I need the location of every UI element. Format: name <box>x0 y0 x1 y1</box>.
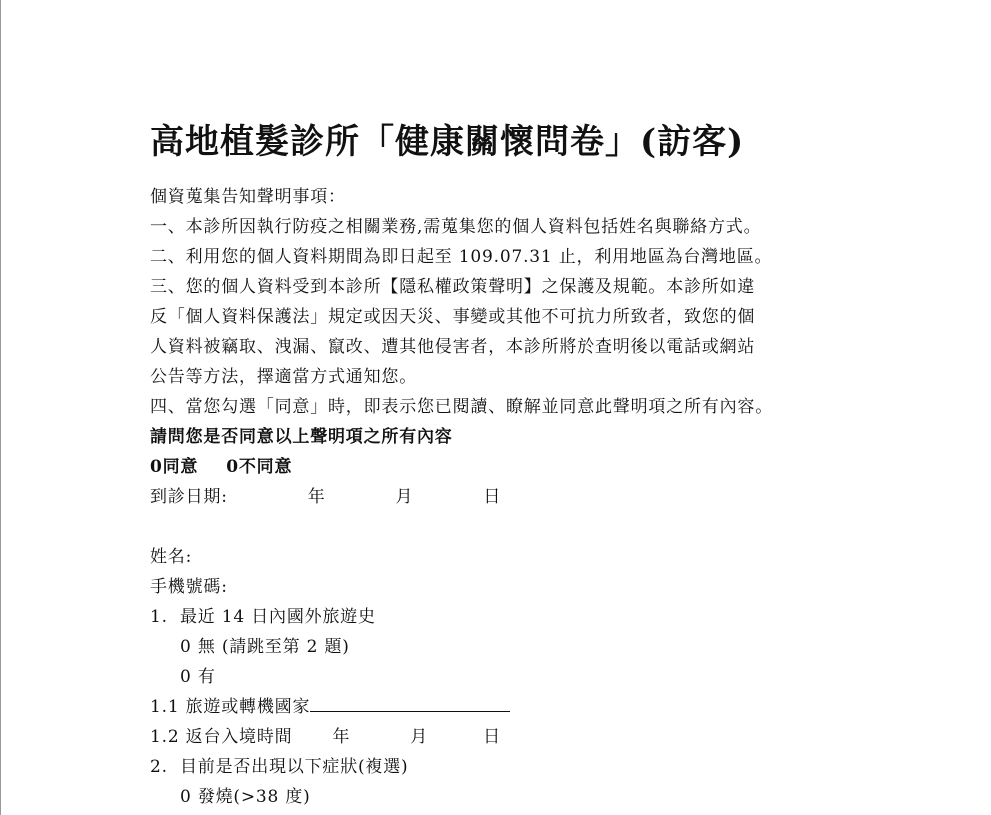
question-1-text: 最近 14 日內國外旅遊史 <box>180 607 376 627</box>
privacy-line-3: 三、您的個人資料受到本診所【隱私權政策聲明】之保護及規範。本診所如違 <box>150 277 756 297</box>
visit-day-unit: 日 <box>483 487 502 507</box>
visit-year-unit: 年 <box>307 487 326 507</box>
q1-2-label: 1.2 返台入境時間 <box>150 727 293 747</box>
q1-2-day-unit: 日 <box>483 727 501 747</box>
q1-2-row <box>150 722 850 752</box>
document-title: 高地植髮診所「健康關懷問卷」(訪客) <box>150 122 745 162</box>
spacer <box>150 512 850 542</box>
question-2 <box>150 752 850 782</box>
privacy-heading: 個資蒐集告知聲明事項： <box>150 187 346 207</box>
consent-question: 請問您是否同意以上聲明項之所有內容 <box>150 427 453 447</box>
privacy-line-7: 四、當您勾選「同意」時，即表示您已閱讀、瞭解並同意此聲明項之所有內容。 <box>150 397 773 417</box>
visit-date-label: 到診日期: <box>150 487 228 507</box>
page-left-edge <box>0 0 1 815</box>
question-2-number: 2. <box>150 757 168 777</box>
phone-field[interactable]: 手機號碼: <box>150 577 228 597</box>
q1-2-year-unit: 年 <box>332 727 351 747</box>
questionnaire-document <box>150 120 850 812</box>
q2-option-fever[interactable]: 0 發燒(>38 度) <box>180 787 311 807</box>
q1-1-country-blank[interactable] <box>310 693 510 712</box>
visit-month-unit: 月 <box>395 487 414 507</box>
privacy-line-1: 一、本診所因執行防疫之相關業務,需蒐集您的個人資料包括姓名與聯絡方式。 <box>150 217 762 237</box>
privacy-line-4: 反「個人資料保護法」規定或因天災、事變或其他不可抗力所致者，致您的個 <box>150 307 756 327</box>
q1-1-label: 1.1 旅遊或轉機國家 <box>150 697 311 717</box>
consent-disagree-option[interactable]: 0不同意 <box>226 457 293 477</box>
consent-options <box>150 452 850 482</box>
question-2-text: 目前是否出現以下症狀(複選) <box>180 757 409 777</box>
privacy-line-5: 人資料被竊取、洩漏、竄改、遭其他侵害者，本診所將於查明後以電話或網站 <box>150 337 756 357</box>
q1-1-row <box>150 692 850 722</box>
question-1 <box>150 602 850 632</box>
privacy-line-2: 二、利用您的個人資料期間為即日起至 109.07.31 止，利用地區為台灣地區。 <box>150 247 773 267</box>
q1-option-none[interactable]: 0 無 (請跳至第 2 題) <box>180 637 350 657</box>
privacy-line-6: 公告等方法，擇適當方式通知您。 <box>150 367 417 387</box>
consent-agree-option[interactable]: 0同意 <box>150 457 199 477</box>
q1-option-yes[interactable]: 0 有 <box>180 667 216 687</box>
question-1-number: 1. <box>150 607 168 627</box>
q1-2-month-unit: 月 <box>410 727 429 747</box>
name-field[interactable]: 姓名: <box>150 547 193 567</box>
visit-date-row <box>150 482 850 512</box>
